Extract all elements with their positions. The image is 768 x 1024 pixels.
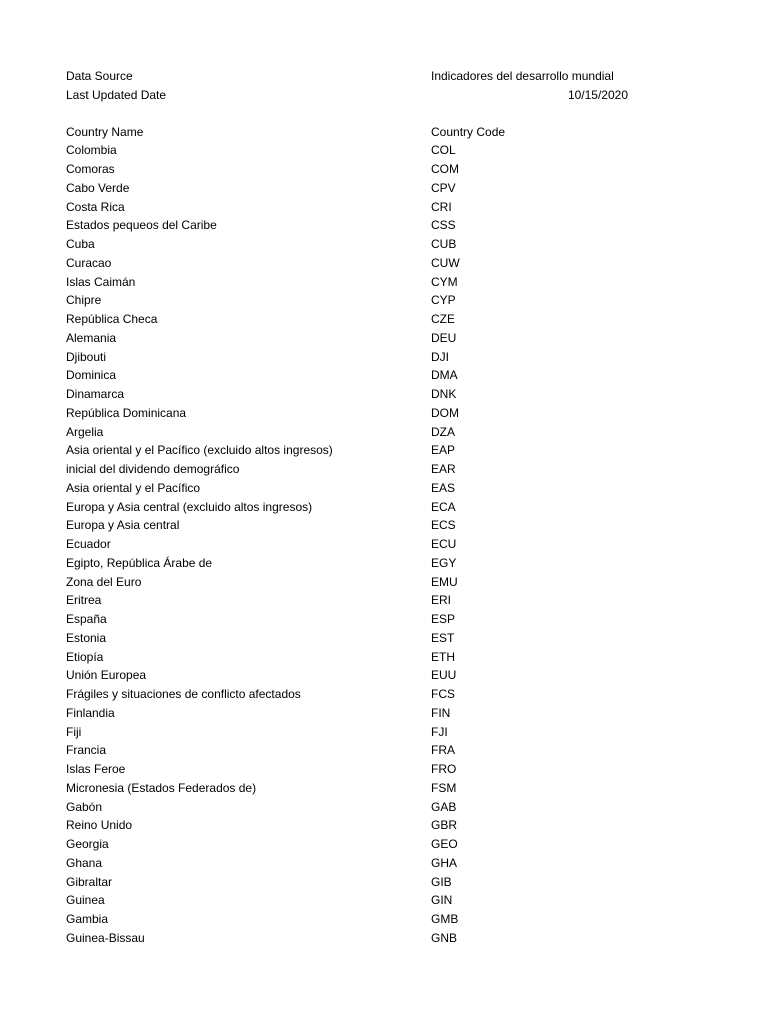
table-row	[66, 798, 646, 817]
country-name-cell: Ghana	[66, 855, 103, 870]
country-name-cell: Islas Caimán	[66, 274, 136, 289]
country-code-cell: GIB	[431, 874, 452, 889]
country-code-cell: GNB	[431, 930, 458, 945]
country-name-cell: Georgia	[66, 837, 109, 852]
table-row	[66, 179, 646, 198]
table-row	[66, 535, 646, 554]
country-code-cell: CYM	[431, 274, 458, 289]
table-row	[66, 385, 646, 404]
country-code-cell: GHA	[431, 855, 458, 870]
country-name-cell: Cuba	[66, 237, 95, 252]
country-code-cell: GAB	[431, 799, 457, 814]
table-row	[66, 329, 646, 348]
country-code-cell: CPV	[431, 180, 456, 195]
country-name-cell: inicial del dividendo demográfico	[66, 462, 240, 477]
country-code-cell: EMU	[431, 574, 458, 589]
table-row	[66, 310, 646, 329]
table-row	[66, 198, 646, 217]
table-row	[66, 291, 646, 310]
country-name-cell: Ecuador	[66, 537, 111, 552]
table-row	[66, 741, 646, 760]
country-code-cell: GBR	[431, 818, 458, 833]
country-name-cell: Gibraltar	[66, 874, 113, 889]
country-code-cell: CYP	[431, 293, 456, 308]
country-name-cell: Costa Rica	[66, 199, 125, 214]
country-code-cell: ECA	[431, 499, 456, 514]
country-name-cell: Cabo Verde	[66, 180, 130, 195]
country-name-cell: Micronesia (Estados Federados de)	[66, 780, 257, 795]
table-row	[66, 666, 646, 685]
country-name-cell: Reino Unido	[66, 818, 133, 833]
country-name-cell: Dominica	[66, 368, 117, 383]
column-header-country-name: Country Name	[66, 124, 144, 139]
country-code-cell: ECU	[431, 537, 457, 552]
table-row	[66, 910, 646, 929]
country-code-cell: COM	[431, 162, 459, 177]
country-name-cell: Eritrea	[66, 593, 102, 608]
country-code-cell: ETH	[431, 649, 455, 664]
country-code-cell: FSM	[431, 780, 457, 795]
country-name-cell: Unión Europea	[66, 668, 147, 683]
table-row	[66, 760, 646, 779]
last-updated-value: 10/15/2020	[567, 87, 628, 102]
table-row	[66, 835, 646, 854]
table-row	[66, 479, 646, 498]
country-code-cell: DZA	[431, 424, 455, 439]
table-row	[66, 704, 646, 723]
country-code-cell: GMB	[431, 912, 459, 927]
country-name-cell: Europa y Asia central	[66, 518, 180, 533]
data-source-row	[66, 67, 646, 86]
country-name-cell: República Checa	[66, 312, 158, 327]
country-code-cell: DMA	[431, 368, 458, 383]
country-code-cell: DNK	[431, 387, 457, 402]
last-updated-label: Last Updated Date	[66, 87, 167, 102]
table-row	[66, 573, 646, 592]
country-name-cell: Comoras	[66, 162, 115, 177]
table-row	[66, 723, 646, 742]
table-row	[66, 648, 646, 667]
country-code-cell: CSS	[431, 218, 456, 233]
table-header-row	[66, 123, 646, 142]
table-row	[66, 516, 646, 535]
country-name-cell: Islas Feroe	[66, 762, 126, 777]
country-code-cell: CUB	[431, 237, 457, 252]
country-name-cell: Guinea-Bissau	[66, 930, 145, 945]
country-name-cell: Argelia	[66, 424, 104, 439]
country-name-cell: Alemania	[66, 330, 117, 345]
country-code-cell: FJI	[431, 724, 448, 739]
table-row	[66, 160, 646, 179]
country-code-cell: ESP	[431, 612, 456, 627]
country-code-cell: ERI	[431, 593, 452, 608]
country-name-cell: España	[66, 612, 107, 627]
table-row	[66, 254, 646, 273]
table-row	[66, 460, 646, 479]
country-name-cell: República Dominicana	[66, 405, 187, 420]
table-row	[66, 366, 646, 385]
country-code-cell: EUU	[431, 668, 457, 683]
country-name-cell: Francia	[66, 743, 107, 758]
country-code-cell: DEU	[431, 330, 457, 345]
table-row	[66, 273, 646, 292]
data-source-value: Indicadores del desarrollo mundial	[431, 69, 614, 83]
country-name-cell: Frágiles y situaciones de conflicto afectados	[66, 687, 301, 702]
table-row	[66, 629, 646, 648]
table-row	[66, 404, 646, 423]
last-updated-row	[66, 86, 646, 105]
country-code-cell: ECS	[431, 518, 456, 533]
country-name-cell: Europa y Asia central (excluido altos ingresos)	[66, 499, 313, 514]
country-code-cell: DOM	[431, 405, 459, 420]
country-code-cell: CZE	[431, 312, 455, 327]
country-code-cell: FCS	[431, 687, 455, 702]
country-name-cell: Fiji	[66, 724, 82, 739]
country-name-cell: Egipto, República Árabe de	[66, 555, 213, 570]
table-row	[66, 891, 646, 910]
data-source-label: Data Source	[66, 69, 133, 83]
country-code-cell: FIN	[431, 705, 451, 720]
table-row	[66, 610, 646, 629]
table-row	[66, 554, 646, 573]
country-name-cell: Etiopía	[66, 649, 104, 664]
table-row	[66, 498, 646, 517]
country-name-cell: Asia oriental y el Pacífico (excluido altos ingresos)	[66, 443, 333, 458]
column-header-country-code: Country Code	[431, 124, 506, 139]
country-code-cell: CRI	[431, 199, 452, 214]
table-row	[66, 441, 646, 460]
country-code-cell: FRA	[431, 743, 455, 758]
country-code-cell: EAS	[431, 480, 456, 495]
table-row	[66, 854, 646, 873]
country-name-cell: Zona del Euro	[66, 574, 142, 589]
country-name-cell: Finlandia	[66, 705, 115, 720]
country-code-cell: EAP	[431, 443, 456, 458]
country-name-cell: Gambia	[66, 912, 109, 927]
country-code-cell: EST	[431, 630, 455, 645]
table-row	[66, 816, 646, 835]
country-name-cell: Dinamarca	[66, 387, 125, 402]
country-code-cell: COL	[431, 143, 456, 158]
table-row	[66, 873, 646, 892]
country-name-cell: Estados pequeos del Caribe	[66, 218, 217, 233]
table-row	[66, 423, 646, 442]
country-name-cell: Guinea	[66, 893, 105, 908]
spreadsheet-sheet	[66, 67, 646, 948]
table-row	[66, 141, 646, 160]
country-code-cell: CUW	[431, 255, 460, 270]
table-body	[66, 141, 646, 947]
country-name-cell: Estonia	[66, 630, 107, 645]
table-row	[66, 348, 646, 367]
country-code-cell: FRO	[431, 762, 457, 777]
table-row	[66, 216, 646, 235]
country-code-cell: DJI	[431, 349, 449, 364]
country-name-cell: Asia oriental y el Pacífico	[66, 480, 201, 495]
country-name-cell: Djibouti	[66, 349, 107, 364]
country-code-cell: EAR	[431, 462, 456, 477]
table-row	[66, 685, 646, 704]
table-row	[66, 779, 646, 798]
country-name-cell: Chipre	[66, 293, 102, 308]
country-name-cell: Gabón	[66, 799, 103, 814]
country-name-cell: Curacao	[66, 255, 112, 270]
country-code-cell: EGY	[431, 555, 457, 570]
table-row	[66, 591, 646, 610]
table-row	[66, 929, 646, 948]
blank-row	[66, 105, 646, 123]
table-row	[66, 235, 646, 254]
country-name-cell: Colombia	[66, 143, 117, 158]
country-code-cell: GEO	[431, 837, 458, 852]
country-code-cell: GIN	[431, 893, 453, 908]
